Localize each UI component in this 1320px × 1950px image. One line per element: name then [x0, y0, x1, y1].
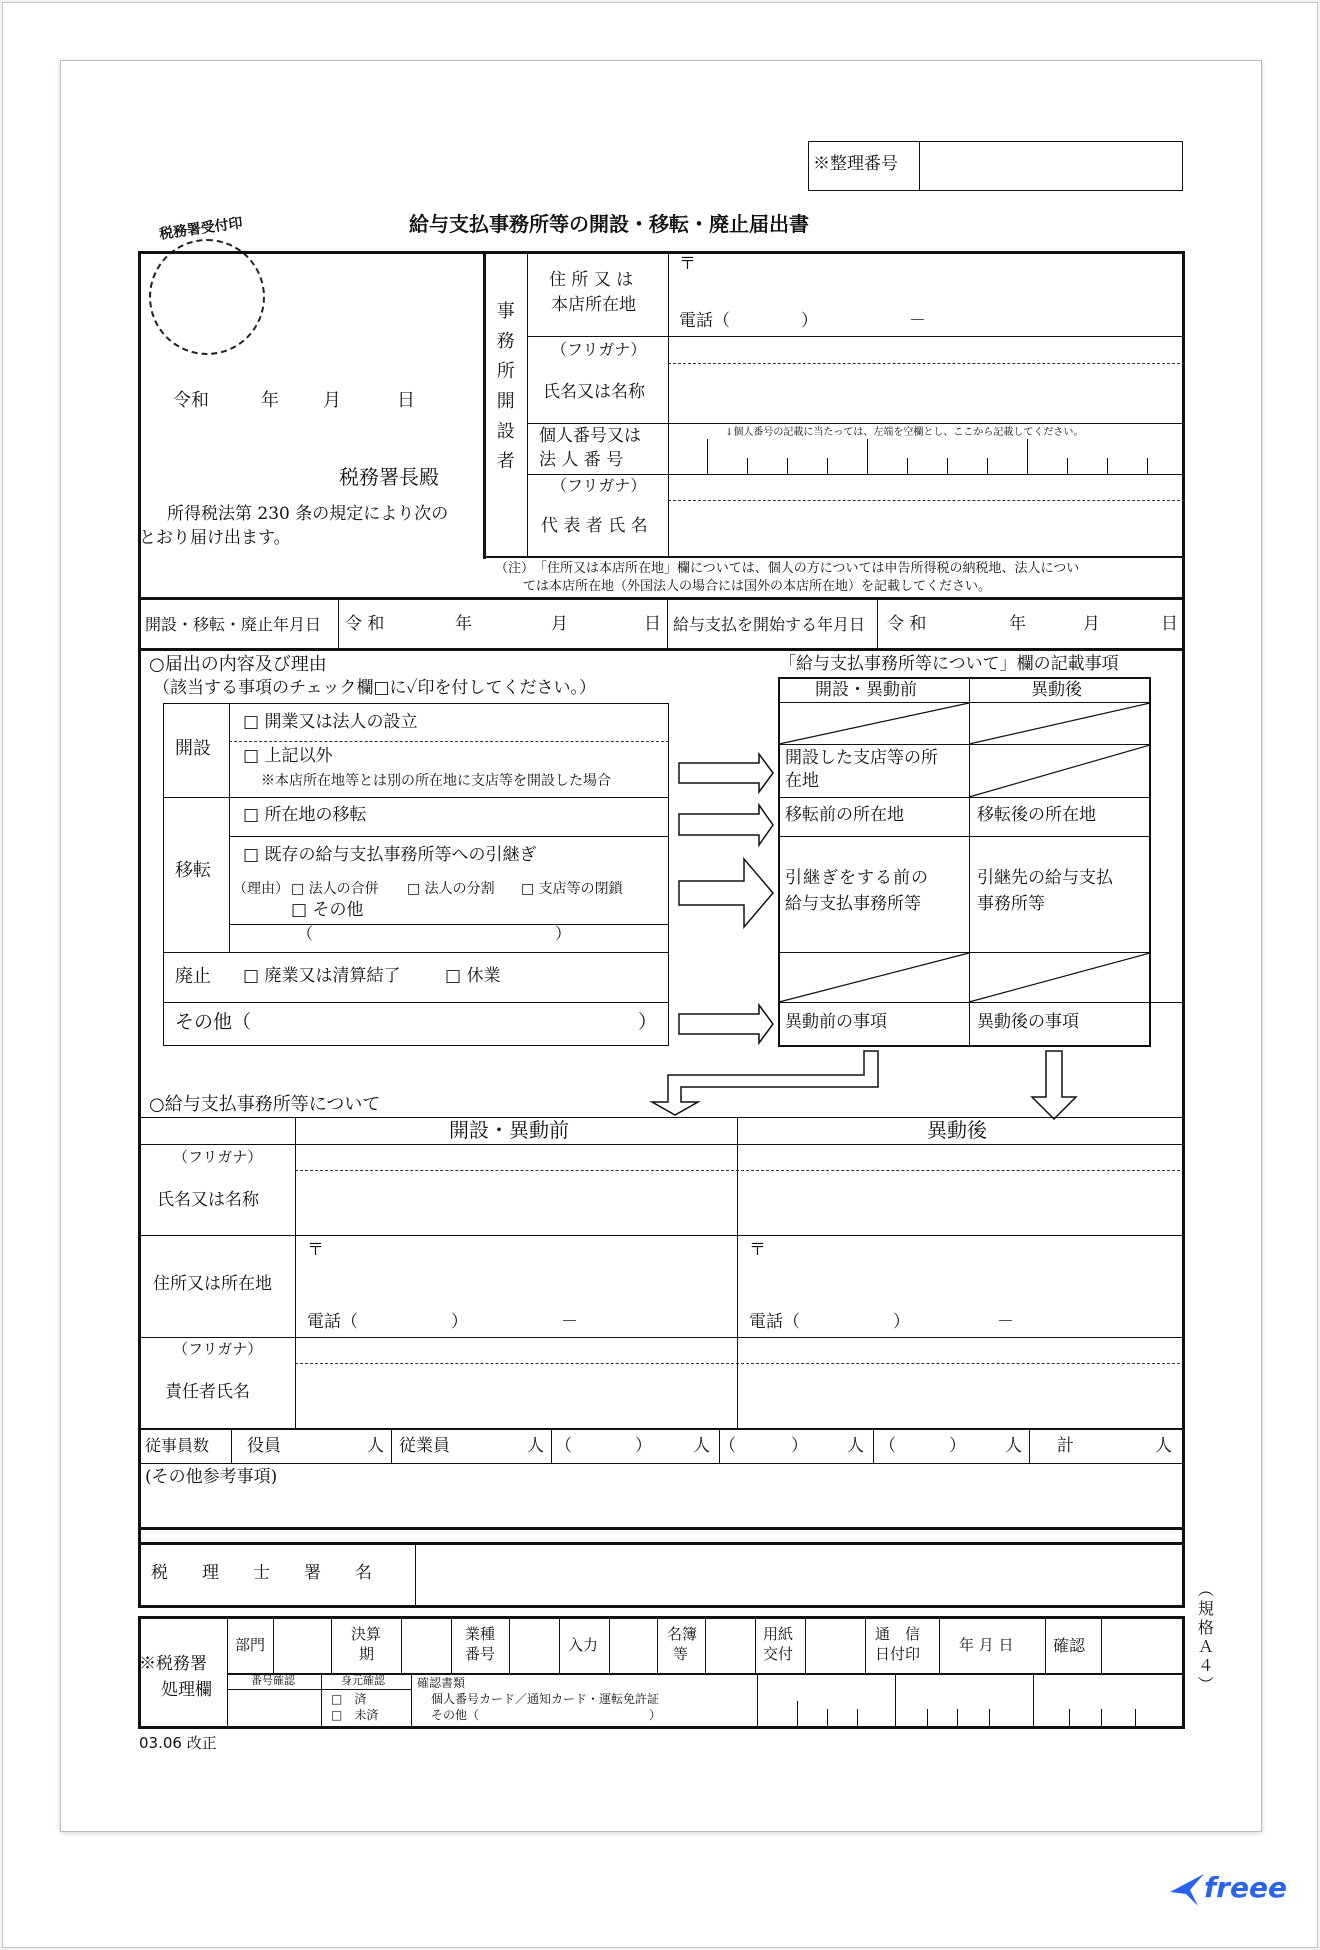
freee-logo [1168, 1866, 1288, 1916]
kaisetsu-date-nen: 年 [455, 614, 472, 634]
bango-kakunin-label: 番号確認 [251, 1674, 295, 1687]
kaisetsu-label: 開設 [175, 738, 211, 759]
addr-label-1: 住 所 又 は [549, 270, 634, 290]
ymd-label: 年 月 日 [959, 1636, 1014, 1654]
kaisetsu-date-label: 開設・移転・廃止年月日 [145, 615, 322, 634]
opt-shozaichi-checkbox[interactable]: □ 所在地の移転 [243, 805, 367, 825]
c3-close: ） [949, 1436, 966, 1456]
shori-label-2: 処理欄 [161, 1680, 212, 1700]
kei-label: 計 [1057, 1436, 1074, 1456]
r-kaisetsu-shiten: 開設した支店等の所 [785, 748, 938, 768]
kyuyo-start-tsuki: 月 [1083, 614, 1100, 634]
kyuyo-name-after-field[interactable] [739, 1173, 1181, 1233]
kisai-col-after: 異動後 [1031, 680, 1082, 700]
c3-nin: 人 [1005, 1436, 1022, 1456]
zeirishi-label: 税 理 士 署 名 [151, 1563, 372, 1583]
date-tsuki: 月 [323, 390, 341, 411]
tel-paren-close: ） [801, 311, 818, 331]
kyuyo-tel-after-dash: － [997, 1312, 1014, 1332]
note-line1: （注） 「住所又は本店所在地」欄については、個人の方については申告所得税の納税地、法人につい [495, 561, 1080, 576]
kyuyo-start-label: 給与支払を開始する年月日 [673, 615, 866, 634]
yakuin-nin: 人 [367, 1436, 384, 1456]
tsushin-label-2: 日付印 [875, 1645, 921, 1663]
sekinin-after-field[interactable] [739, 1366, 1181, 1426]
kyuyo-start-nen: 年 [1009, 614, 1026, 634]
kisai-title: 「給与支払事務所等について」欄の記載事項 [779, 654, 1119, 674]
c1-nin: 人 [693, 1436, 710, 1456]
mizumi-checkbox[interactable]: □ 未済 [331, 1708, 379, 1722]
sekinin-before-field[interactable] [297, 1366, 735, 1426]
r-sonota-go: 異動後の事項 [977, 1012, 1079, 1032]
kyuyo-start-hi: 日 [1161, 614, 1178, 634]
kyuyo-col-before: 開設・異動前 [449, 1118, 569, 1142]
kyuyo-col-after: 異動後 [927, 1118, 987, 1142]
kyuyo-furigana-label: （フリガナ） [173, 1148, 263, 1166]
tsushin-label-1: 通 信 [875, 1625, 921, 1643]
kaisetsu-date-tsuki: 月 [551, 614, 568, 634]
c2-open: （ [719, 1436, 736, 1456]
kaisetsu-date-reiwa: 令 和 [345, 614, 385, 634]
kakunin-label: 確認 [1053, 1636, 1086, 1655]
r-kaisetsu-shiten-2: 在地 [785, 771, 819, 791]
bumon-label: 部門 [235, 1636, 266, 1654]
r-iten-mae: 移転前の所在地 [785, 805, 904, 825]
kessan-label-1: 決算 [351, 1625, 382, 1643]
form-sheet [60, 60, 1262, 1832]
shori-label-1: ※税務署 [139, 1654, 207, 1674]
sekinin-furigana-label: （フリガナ） [173, 1340, 263, 1358]
c1-open: （ [555, 1436, 572, 1456]
sankou-label: (その他参考事項) [145, 1467, 278, 1487]
kyuyo-tel-before-dash: － [561, 1312, 578, 1332]
r-sonota-mae: 異動前の事項 [785, 1012, 887, 1032]
jugyoin-count-label: 従事員数 [145, 1436, 210, 1455]
gyoshu-label-1: 業種 [465, 1625, 496, 1643]
opt-kyugyo-checkbox[interactable]: □ 休業 [445, 966, 501, 986]
r-hikitsugi-mae-1: 引継ぎをする前の [785, 868, 929, 888]
jugyoin-nin: 人 [527, 1436, 544, 1456]
opt-bunkatsu-checkbox[interactable]: □ 法人の分割 [407, 881, 495, 897]
todoke-subtitle: （該当する事項のチェック欄□に✓印を付してください。） [153, 678, 597, 698]
rep-furigana-label: （フリガナ） [551, 476, 647, 495]
date-hi: 日 [397, 390, 415, 411]
addr-label-2: 本店所在地 [551, 295, 636, 315]
freee-bird-icon [1168, 1870, 1208, 1910]
freee-logo-text: freee [1204, 1871, 1287, 1904]
kyuyo-tel-after: 電話（ [749, 1312, 800, 1332]
rep-name-label: 代 表 者 氏 名 [541, 516, 648, 536]
kojin-label-1: 個人番号又は [539, 426, 641, 446]
kyuyo-addr-after-field[interactable] [765, 1239, 1179, 1309]
kakunin-shorui-label: 確認書類 [417, 1676, 466, 1690]
r-hikitsugi-mae-2: 給与支払事務所等 [785, 894, 921, 914]
jugyoin-label: 従業員 [399, 1436, 450, 1456]
sonota-close: ） [638, 1011, 658, 1033]
setsusha-label: 事務所開設者 [493, 301, 515, 481]
kisai-col-before: 開設・異動前 [815, 680, 917, 700]
opt-hikitsugi-checkbox[interactable]: □ 既存の給与支払事務所等への引継ぎ [243, 845, 537, 865]
r-hikitsugi-saki-1: 引継先の給与支払 [977, 868, 1113, 888]
tel-dash: － [909, 311, 926, 331]
gyoshu-label-2: 番号 [465, 1645, 496, 1663]
haishi-label: 廃止 [175, 966, 211, 987]
todoke-title: ○届出の内容及び理由 [149, 654, 327, 675]
opt-sonota-checkbox[interactable]: □ その他 [291, 900, 364, 920]
opt-joki-note: ※本店所在地等とは別の所在地に支店等を開設した場合 [261, 773, 611, 789]
r-iten-go: 移転後の所在地 [977, 805, 1096, 825]
kyuyo-title: ○給与支払事務所等について [149, 1094, 381, 1115]
postal-mark: 〒 [679, 254, 696, 274]
office-head: 税務署長殿 [339, 465, 439, 489]
opt-haigyo-checkbox[interactable]: □ 廃業又は清算結了 [243, 966, 401, 986]
kojin-note: ↓個人番号の記載に当たっては、左端を空欄とし、ここから記載してください。 [725, 427, 1084, 438]
zumi-checkbox[interactable]: □ 済 [331, 1692, 367, 1706]
opt-kaigyo-checkbox[interactable]: □ 開業又は法人の設立 [243, 712, 418, 732]
c2-close: ） [791, 1436, 808, 1456]
declaration-line2: とおり届け出ます。 [139, 528, 291, 548]
kikaku-label: （規格Ａ４） [1195, 1581, 1215, 1695]
opt-heisa-checkbox[interactable]: □ 支店等の閉鎖 [521, 881, 623, 897]
stamp-label: 税務署受付印 [158, 215, 244, 243]
shorui-list: 個人番号カード／通知カード・運転免許証 [431, 1692, 660, 1706]
sonota-paren-open: （ [297, 924, 314, 943]
yoshi-label-2: 交付 [763, 1645, 794, 1663]
note-line2: ては本店所在地（外国法人の場合には国外の本店所在地）を記載してください。 [523, 579, 992, 594]
shorui-sonota-close: ） [649, 1708, 662, 1722]
sekinin-label: 責任者氏名 [165, 1382, 250, 1402]
kyuyo-name-before-field[interactable] [297, 1173, 735, 1233]
meibo-label-1: 名簿 [667, 1625, 698, 1643]
sonota-paren-close: ） [555, 924, 572, 943]
shorui-sonota: その他（ [431, 1708, 480, 1722]
kyuyo-addr-before-field[interactable] [323, 1239, 733, 1309]
c1-close: ） [635, 1436, 652, 1456]
revision-label: 03.06 改正 [139, 1734, 217, 1752]
zeirishi-field[interactable] [417, 1545, 1181, 1605]
c3-open: （ [879, 1436, 896, 1456]
c2-nin: 人 [847, 1436, 864, 1456]
opt-joki-checkbox[interactable]: □ 上記以外 [243, 746, 333, 766]
opt-gappei-checkbox[interactable]: □ 法人の合併 [291, 881, 379, 897]
r-hikitsugi-saki-2: 事務所等 [977, 894, 1045, 914]
diagonal-lines [61, 61, 1261, 1161]
iten-label: 移転 [175, 860, 211, 881]
tel-label: 電話（ [679, 311, 730, 331]
name-label: 氏名又は名称 [543, 382, 645, 402]
furigana-label: （フリガナ） [551, 340, 647, 359]
seiri-number-label: ※整理番号 [813, 154, 898, 174]
kaisetsu-date-hi: 日 [644, 614, 661, 634]
riyu-label: （理由） [233, 881, 289, 897]
kyuyo-name-label: 氏名又は名称 [157, 1190, 259, 1210]
kyuyo-postal-after: 〒 [749, 1240, 766, 1260]
kyuyo-postal-before: 〒 [307, 1240, 324, 1260]
sonota-label: その他（ [175, 1011, 252, 1033]
meibo-label-2: 等 [673, 1645, 689, 1663]
kyuyo-addr-label: 住所又は所在地 [153, 1274, 272, 1294]
date-nen: 年 [261, 390, 279, 411]
kyuyo-tel-before-close: ） [451, 1312, 468, 1332]
kessan-label-2: 期 [359, 1645, 375, 1663]
declaration-line1: 所得税法第 230 条の規定により次の [167, 504, 449, 524]
kojin-label-2: 法 人 番 号 [539, 450, 624, 470]
mimoto-kakunin-label: 身元確認 [341, 1674, 385, 1687]
kyuyo-tel-after-close: ） [893, 1312, 910, 1332]
yakuin-label: 役員 [247, 1436, 281, 1456]
kyuyo-start-reiwa: 令 和 [887, 614, 927, 634]
nyuryoku-label: 入力 [568, 1636, 599, 1654]
yoshi-label-1: 用紙 [763, 1625, 794, 1643]
kyuyo-tel-before: 電話（ [307, 1312, 358, 1332]
form-title: 給与支払事務所等の開設・移転・廃止届出書 [409, 212, 809, 236]
kei-nin: 人 [1155, 1436, 1172, 1456]
date-reiwa: 令和 [173, 390, 209, 411]
